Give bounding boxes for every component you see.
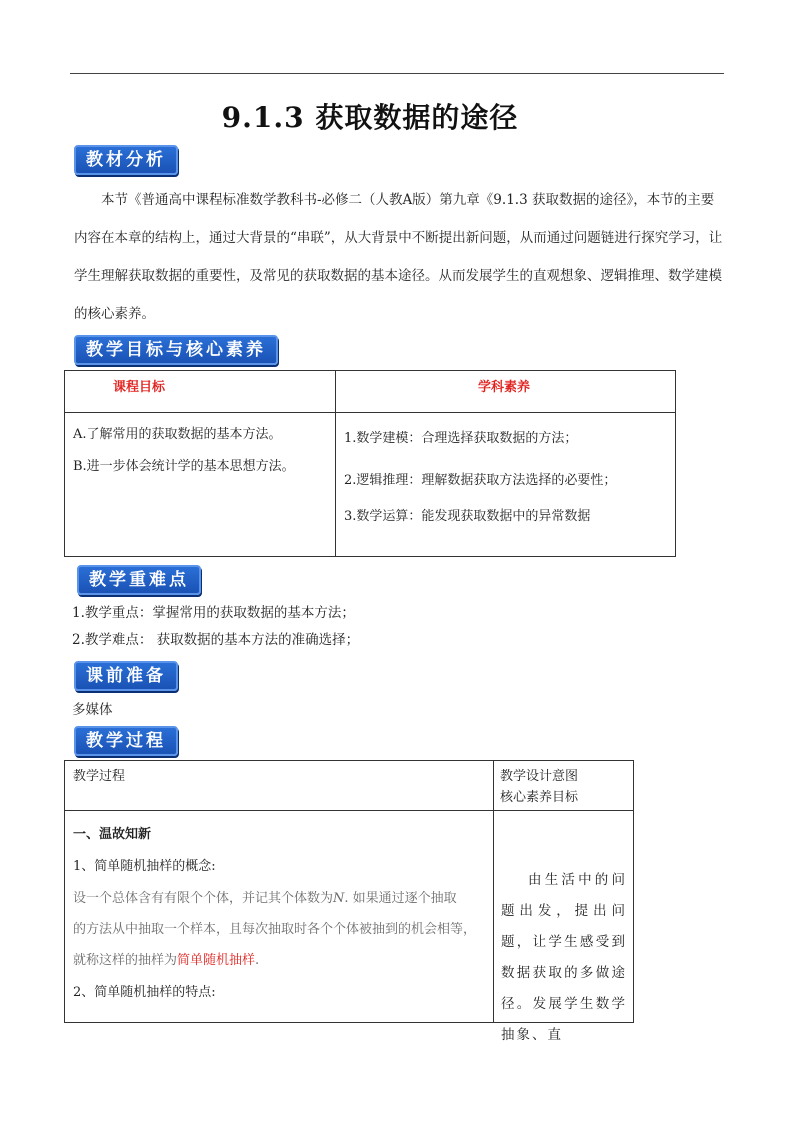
section-heading: 一、温故知新 xyxy=(73,827,152,842)
key-point-2: 2.教学难点： 获取数据的基本方法的准确选择； xyxy=(72,632,360,648)
definition-line-2: 的方法从中抽取一个样本，且每次抽取时各个个体被抽到的机会相等， xyxy=(73,922,477,937)
definition-line-1 xyxy=(73,887,457,906)
design-intent-text: 由生活中的问题出发，提出问题，让学生感受到数据获取的多做途径。发展学生数学抽象、直 xyxy=(501,872,627,1043)
definition-variable-n: N xyxy=(333,891,345,906)
concept-item-1: 1、简单随机抽样的概念: xyxy=(73,859,216,874)
page-title: 9.1.3 获取数据的途径 xyxy=(221,101,519,134)
literacy-item-3: 3.数学运算：能发现获取数据中的异常数据 xyxy=(344,509,591,524)
literacy-item-1: 1.数学建模：合理选择获取数据的方法； xyxy=(344,431,578,446)
section-badge-goals: 教学目标与核心素养 xyxy=(74,335,278,365)
definition-text-d: . xyxy=(255,953,260,968)
preparation-text: 多媒体 xyxy=(72,702,113,718)
section-badge-process: 教学过程 xyxy=(74,726,178,756)
process-table xyxy=(64,760,634,1043)
course-goals-header: 课程目标 xyxy=(113,380,166,395)
key-point-1: 1.教学重点：掌握常用的获取数据的基本方法； xyxy=(72,605,355,621)
literacy-goal-header: 核心素养目标 xyxy=(500,790,579,805)
subject-literacy-header: 学科素养 xyxy=(478,380,531,395)
process-content-cell xyxy=(65,811,494,1023)
definition-text-c: 就称这样的抽样为 xyxy=(73,953,178,968)
section-badge-preparation: 课前准备 xyxy=(74,661,178,691)
design-intent-cell xyxy=(494,811,634,1043)
section-badge-key-points: 教学重难点 xyxy=(77,565,201,595)
goals-header-right xyxy=(336,371,676,413)
process-header-label: 教学过程 xyxy=(73,769,126,784)
course-goals-cell xyxy=(65,413,336,557)
process-header-left xyxy=(65,761,494,811)
section-badge-analysis: 教材分析 xyxy=(74,145,178,175)
goals-table xyxy=(64,370,676,557)
term-highlight: 简单随机抽样 xyxy=(177,953,256,968)
definition-text-a: 设一个总体含有有限个个体，并记其个体数为 xyxy=(73,891,334,906)
definition-text-b: . 如果通过逐个抽取 xyxy=(344,891,457,906)
design-intent-header: 教学设计意图 xyxy=(500,769,579,784)
literacy-item-2: 2.逻辑推理：理解数据获取方法选择的必要性； xyxy=(344,473,617,488)
course-goal-a: A.了解常用的获取数据的基本方法。 xyxy=(73,427,282,442)
process-header-right xyxy=(494,761,634,811)
subject-literacy-cell xyxy=(336,413,676,557)
concept-item-2: 2、简单随机抽样的特点: xyxy=(73,985,216,1000)
course-goal-b: B.进一步体会统计学的基本思想方法。 xyxy=(73,459,295,474)
analysis-paragraph: 本节《普通高中课程标准数学教科书-必修二（人教A版）第九章《9.1.3 获取数据的途径》，本节的主要内容在本章的结构上，通过大背景的“串联”，从大背景中不断提出新问题，从而通过问题链进行探究学习，让学生理解获取数据的重要性，及常见的获取数据的基本途径。从而发展学生的直观想象、逻辑推理、数学建模的核心素养。 xyxy=(74,192,723,322)
goals-header-left xyxy=(65,371,336,413)
header-rule xyxy=(70,73,724,74)
definition-line-3 xyxy=(73,949,259,968)
